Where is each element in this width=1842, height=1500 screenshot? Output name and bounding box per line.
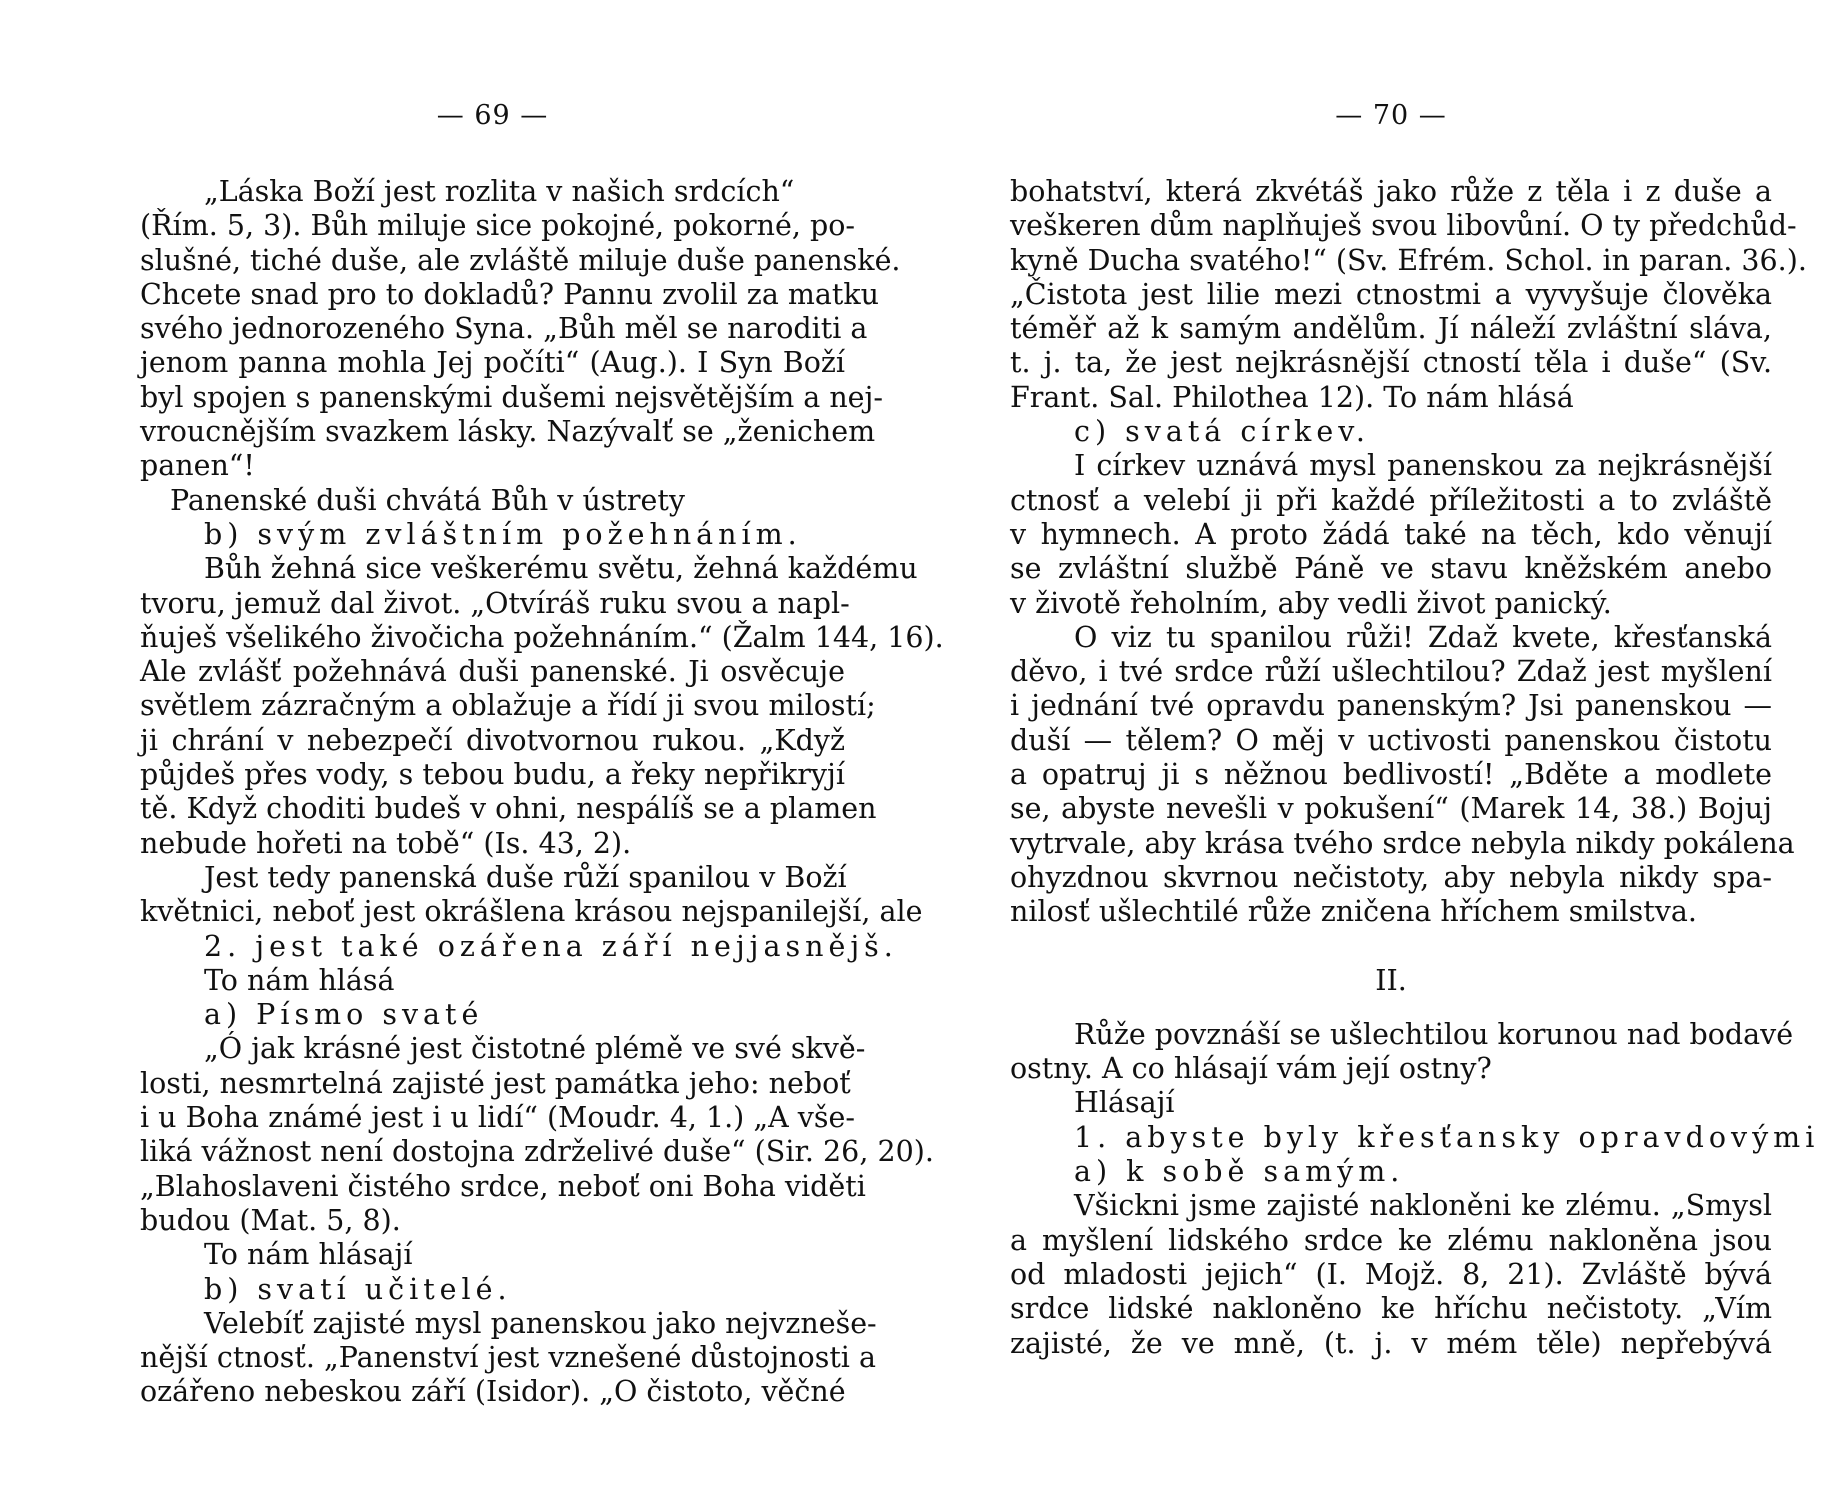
text-line: „Blahoslaveni čistého srdce, neboť oni Boha viděti [140, 1169, 866, 1203]
text-line: (Řím. 5, 3). Bůh miluje sice pokojné, pokorné, po- [140, 209, 856, 243]
text-line: Růže povznáší se ušlechtilou korunou nad bodavé [1074, 1017, 1794, 1051]
page-text [1010, 175, 1820, 1361]
text-line: i jednání tvé opravdu panenským? Jsi panenskou — [1010, 689, 1772, 723]
text-line: byl spojen s panenskými dušemi nejsvětějším a nej- [140, 380, 884, 414]
text-line: v životě řeholním, aby vedli život panický. [1010, 586, 1612, 620]
text-line: jenom panna mohla Jej počíti“ (Aug.). I Syn Boží [140, 346, 845, 380]
text-line: i u Boha známé jest i u lidí“ (Moudr. 4, 1.) „A vše- [140, 1101, 855, 1135]
text-line: tvoru, jemuž dal život. „Otvíráš ruku svou a napl- [140, 586, 850, 620]
text-line: duší — tělem? O měj v uctivosti panenskou čistotu [1010, 723, 1772, 757]
text-line: veškeren dům naplňuješ svou libovůní. O ty předchůd- [1010, 209, 1797, 243]
section-heading: 1. abyste byly křesťansky opravdovými [1074, 1120, 1820, 1154]
text-line: a opatruj ji s něžnou bedlivostí! „Bděte a modlete [1010, 758, 1772, 792]
section-heading: a) Písmo svaté [204, 998, 484, 1032]
text-line: Panenské duši chvátá Bůh v ústrety [170, 483, 685, 517]
text-line: Frant. Sal. Philothea 12). To nám hlásá [1010, 380, 1574, 414]
section-heading: b) svatí učitelé. [204, 1272, 512, 1306]
text-line: ctnosť a velebí ji při každé příležitosti a to zvláště [1010, 483, 1772, 517]
text-line: půjdeš přes vody, s tebou budu, a řeky nepřikryjí [140, 758, 845, 792]
text-line: nější ctnosť. „Panenství jest vznešené důstojnosti a [140, 1341, 876, 1375]
text-line: vytrvale, aby krása tvého srdce nebyla nikdy pokálena [1010, 826, 1795, 860]
section-heading: b) svým zvláštním požehnáním. [204, 517, 802, 551]
text-line: Hlásají [1074, 1086, 1175, 1120]
text-line: Jest tedy panenská duše růží spanilou v Boží [204, 860, 847, 894]
page-text [140, 175, 944, 1410]
text-line: svého jednorozeného Syna. „Bůh měl se naroditi a [140, 312, 868, 346]
section-heading: c) svatá církev. [1074, 415, 1370, 449]
text-line: nebude hořeti na tobě“ (Is. 43, 2). [140, 826, 632, 860]
text-line: ohyzdnou skvrnou nečistoty, aby nebyla nikdy spa- [1010, 860, 1772, 894]
text-line: O viz tu spanilou růži! Zdaž kvete, křesťanská [1074, 620, 1772, 654]
text-line: Bůh žehná sice veškerému světu, žehná každému [204, 552, 918, 586]
right-page [1010, 0, 1820, 1500]
text-line: tě. Když choditi budeš v ohni, nespálíš se a plamen [140, 792, 877, 826]
text-line: téměř až k samým andělům. Jí náleží zvláštní sláva, [1010, 312, 1772, 346]
text-line: nilosť ušlechtilé růže zničena hříchem smilstva. [1010, 895, 1697, 929]
page-number: — 69 — [436, 100, 549, 131]
text-line: budou (Mat. 5, 8). [140, 1203, 401, 1237]
text-line: ji chrání v nebezpečí divotvornou rukou. „Když [140, 723, 845, 757]
text-line: Ale zvlášť požehnává duši panenské. Ji osvěcuje [140, 655, 845, 689]
text-line: se zvláštní službě Páně ve stavu kněžském anebo [1010, 552, 1772, 586]
text-line: ostny. A co hlásají vám její ostny? [1010, 1052, 1492, 1086]
text-line: I církev uznává mysl panenskou za nejkrásnější [1074, 449, 1772, 483]
text-line: od mladosti jejich“ (I. Mojž. 8, 21). Zvláště bývá [1010, 1257, 1772, 1291]
text-line: losti, nesmrtelná zajisté jest památka jeho: neboť [140, 1066, 851, 1100]
text-line: ozářeno nebeskou září (Isidor). „O čistoto, věčné [140, 1375, 846, 1409]
text-line: Všickni jsme zajisté nakloněni ke zlému. „Smysl [1074, 1189, 1772, 1223]
text-line: Chcete snad pro to dokladů? Pannu zvolil za matku [140, 277, 879, 311]
text-line: kyně Ducha svatého!“ (Sv. Efrém. Schol. in paran. 36.). [1010, 243, 1807, 277]
section-heading: 2. jest také ozářena září nejjasnějš. [204, 929, 898, 963]
text-line: a myšlení lidského srdce ke zlému nakloněna jsou [1010, 1223, 1772, 1257]
text-line: ňuješ všelikého živočicha požehnáním.“ (Žalm 144, 16). [140, 620, 944, 654]
text-line: světlem zázračným a oblažuje a řídí ji svou milostí; [140, 689, 876, 723]
text-line: v hymnech. A proto žádá také na těch, kdo věnují [1010, 517, 1772, 551]
text-line: t. j. ta, že jest nejkrásnější ctností těla i duše“ (Sv. [1010, 346, 1772, 380]
text-line: srdce lidské nakloněno ke hříchu nečistoty. „Vím [1010, 1292, 1772, 1326]
text-line: panen“! [140, 449, 255, 483]
chapter-heading: II. [1375, 963, 1407, 997]
text-line: To nám hlásají [204, 1238, 413, 1272]
text-line: To nám hlásá [204, 963, 395, 997]
left-page [140, 0, 944, 1500]
text-line: bohatství, která zkvétáš jako růže z těla i z duše a [1010, 175, 1772, 208]
text-line: slušné, tiché duše, ale zvláště miluje duše panenské. [140, 243, 901, 277]
text-line: vroucnějším svazkem lásky. Nazývalť se „ženichem [140, 415, 876, 449]
text-line: květnici, neboť jest okrášlena krásou nejspanilejší, ale [140, 895, 923, 929]
section-heading: a) k sobě samým. [1074, 1155, 1405, 1189]
text-line: „Láska Boží jest rozlita v našich srdcích“ [204, 175, 795, 208]
page-number: — 70 — [1335, 100, 1447, 131]
text-line: „Ó jak krásné jest čistotné plémě ve své skvě- [204, 1032, 866, 1066]
text-line: liká vážnost není dostojna zdrželivé duše“ (Sir. 26, 20). [140, 1135, 934, 1169]
text-line: děvo, i tvé srdce růží ušlechtilou? Zdaž jest myšlení [1010, 655, 1772, 689]
text-line: zajisté, že ve mně, (t. j. v mém těle) nepřebývá [1010, 1326, 1772, 1360]
text-line: „Čistota jest lilie mezi ctnostmi a vyvyšuje člověka [1010, 277, 1772, 311]
text-line: Velebíť zajisté mysl panenskou jako nejvzneše- [204, 1306, 877, 1340]
text-line: se, abyste nevešli v pokušení“ (Marek 14, 38.) Bojuj [1010, 792, 1772, 826]
